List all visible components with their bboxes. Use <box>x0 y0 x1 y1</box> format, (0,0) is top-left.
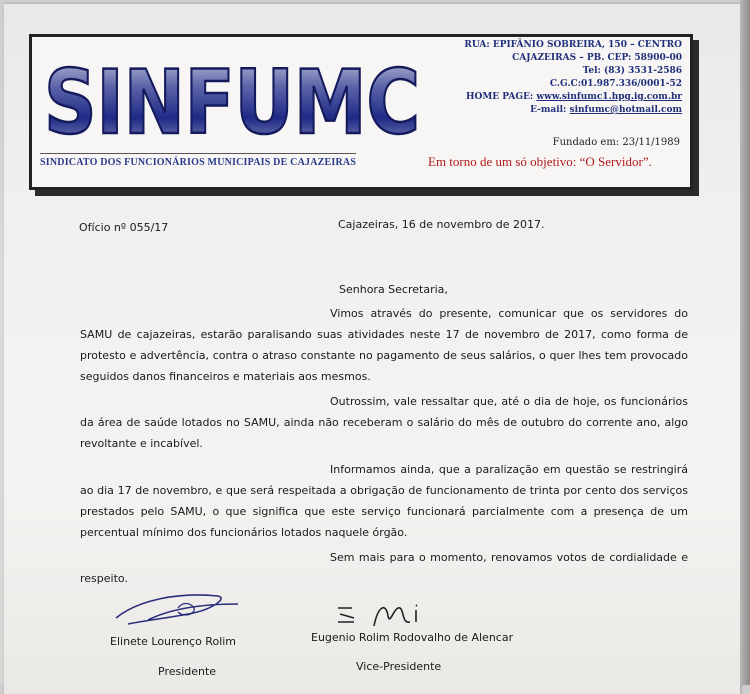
paragraph-1: Vimos através do presente, comunicar que os servidores do SAMU de cajazeiras, estarão paralisando suas atividades neste 17 de novembro de 2017, como forma de protesto e advertência, contra o atraso constante no pagamento de seus salários, o quer lhes tem provocado seguidos danos financeiros e materiais aos mesmos. <box>80 307 688 383</box>
president-name: Elinete Lourenço Rolim <box>110 635 237 648</box>
homepage-link[interactable]: www.sinfumc1.hpg.ig.com.br <box>536 92 682 102</box>
email-label: E-mail: <box>530 105 567 115</box>
homepage-label: HOME PAGE: <box>465 92 534 102</box>
union-name: SINDICATO DOS FUNCIONÁRIOS MUNICIPAIS DE CAJAZEIRAS <box>40 153 356 168</box>
paragraph-2: Outrossim, vale ressaltar que, até o dia de hoje, os funcionários da área de saúde lotados no SAMU, ainda não receberam o salário do mês de outubro do corrente ano, algo revoltante e incabível. <box>80 395 688 450</box>
phone-line: Tel: (83) 3531-2586 <box>582 66 682 76</box>
salutation: Senhora Secretaria, <box>339 283 448 296</box>
page-edge <box>740 0 750 685</box>
motto: Em torno de um só objetivo: “O Servidor”. <box>428 154 652 169</box>
vice-president-signature <box>330 596 480 636</box>
place-date: Cajazeiras, 16 de novembro de 2017. <box>338 218 545 231</box>
address-line: RUA: EPIFÂNIO SOBREIRA, 150 – CENTRO <box>464 40 682 50</box>
president-signature <box>108 590 258 630</box>
letterhead <box>29 34 693 190</box>
contact-block <box>382 39 682 117</box>
address-line: CAJAZEIRAS – PB. CEP: 58900-00 <box>512 53 682 63</box>
founded-date: Fundado em: 23/11/1989 <box>552 137 680 148</box>
vice-president-name: Eugenio Rolim Rodovalho de Alencar <box>311 631 514 644</box>
letter-reference: Ofício nº 055/17 <box>79 221 169 234</box>
president-role: Presidente <box>158 665 217 678</box>
sinfumc-logo <box>36 37 428 149</box>
svg-text:SINFUMC: SINFUMC <box>44 51 420 149</box>
cgc-line: C.G.C:01.987.336/0001-52 <box>549 79 682 89</box>
paragraph-3: Informamos ainda, que a paralização em questão se restringirá ao dia 17 de novembro, e que será respeitada a obrigação de funcionamento de trinta por cento dos serviços prestados pelo SAMU, o que significa que este serviço funcionará parcialmente com a presença de um percentual mínimo dos funcionários lotados naquele órgão. <box>80 463 688 539</box>
vice-president-role: Vice-Presidente <box>356 660 442 673</box>
email-link[interactable]: sinfumc@hotmail.com <box>569 105 682 115</box>
closing-paragraph: Sem mais para o momento, renovamos votos de cordialidade e respeito. <box>80 551 688 585</box>
